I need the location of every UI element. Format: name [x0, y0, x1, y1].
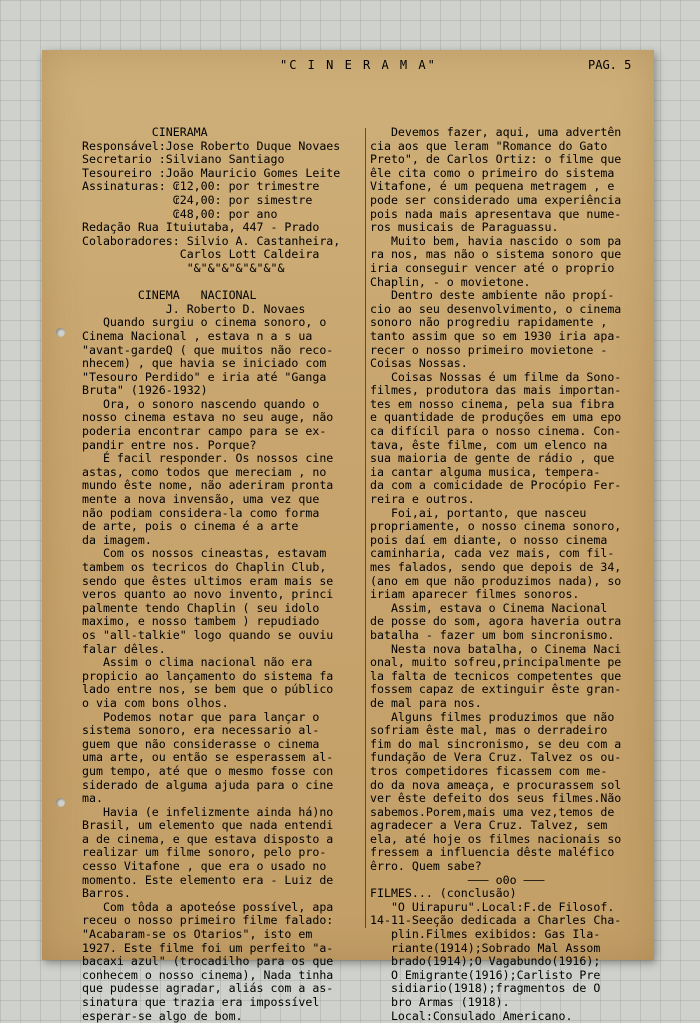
right-column-text-line: sofriam êste mal, mas o derradeiro: [370, 723, 608, 738]
left-column-text-line: sistema sonoro, era necessario al-: [82, 723, 320, 738]
right-column-text-line: plin.Filmes exibidos: Gas Ila-: [370, 927, 601, 942]
right-column-text-line: ra nos, mas não o sistema sonoro que: [370, 247, 622, 262]
left-column-text-line: Redação Rua Ituiutaba, 447 - Prado: [82, 220, 320, 235]
right-column-text-line: batalha - fazer um bom sincronismo.: [370, 627, 615, 642]
left-column-text-line: "&"&"&"&"&"&"&: [82, 260, 285, 275]
right-column-text-line: sabemos.Porem,mais uma vez,temos de: [370, 804, 615, 819]
right-column-text-line: iria conseguir vencer até o proprio: [370, 260, 615, 275]
left-column-text-line: ₢48,00: por ano: [82, 206, 278, 221]
left-column-text-line: Barros.: [82, 886, 131, 901]
right-column-text-line: sonoro não progrediu rapidamente ,: [370, 315, 608, 330]
right-column-text-line: da com a comicidade de Procópio Fer-: [370, 478, 622, 493]
left-column-text-line: CINEMA NACIONAL: [82, 288, 257, 303]
left-column-text-line: realizar um filme sonoro, pelo pro-: [82, 845, 327, 860]
right-column-text-line: (ano em que não produzimos nada), so: [370, 573, 622, 588]
left-column-text-line: poderia encontrar campo para se ex-: [82, 424, 327, 439]
newsletter-title: "C I N E R A M A": [280, 58, 437, 72]
left-column-text-line: de arte, pois o cinema é a arte: [82, 519, 299, 534]
left-column-text-line: ₢24,00: por simestre: [82, 192, 313, 207]
punch-hole: [56, 798, 65, 807]
right-column-text-line: Preto", de Carlos Ortiz: o filme que: [370, 152, 622, 167]
left-column-text-line: uma arte, ou então se esperassem al-: [82, 750, 334, 765]
left-column-text-line: receu o nosso primeiro filme falado:: [82, 913, 334, 928]
left-column-text-line: Colaboradores: Silvio A. Castanheira,: [82, 233, 341, 248]
right-column-text-line: tava, êste filme, com um elenco na: [370, 437, 608, 452]
left-column-text-line: CINERAMA: [82, 125, 208, 139]
right-column-text-line: fundação de Vera Cruz. Talvez os ou-: [370, 750, 622, 765]
right-column-text-line: Foi,ai, portanto, que nasceu: [370, 505, 587, 520]
right-column-text-line: riante(1914);Sobrado Mal Assom: [370, 940, 601, 955]
page-number: PAG. 5: [588, 58, 632, 72]
left-column-text-line: propicio ao lançamento do sistema fa: [82, 668, 334, 683]
right-column-text-line: êle cita como o primeiro do sistema: [370, 165, 615, 180]
right-column-text-line: Dentro deste ambiente não propí-: [370, 288, 615, 303]
right-column-text-line: agradecer a Vera Cruz. Talvez, sem: [370, 818, 608, 833]
left-column-text-line: conhecem o nosso cinema), Nada tinha: [82, 967, 334, 982]
left-column-text-line: lado entre nos, se bem que o público: [82, 682, 334, 697]
right-column-text-line: reira e outros.: [370, 492, 475, 507]
right-column-text-line: ——— o0o ———: [370, 872, 545, 887]
left-column-text-line: "avant-gardeQ ( que muitos não reco-: [82, 342, 334, 357]
left-column-text-line: nhecem) , que havia se iniciado com: [82, 356, 327, 371]
left-column-text-line: "Acabaram-se os Otarios", isto em: [82, 927, 313, 942]
left-column-text-line: o via com bons olhos.: [82, 695, 229, 710]
right-column-text-line: Coisas Nossas.: [370, 356, 468, 371]
left-column-text-line: Assim o clima nacional não era: [82, 655, 313, 670]
left-column-text-line: Havia (e infelizmente ainda há)no: [82, 804, 334, 819]
right-column-text-line: Coisas Nossas é um filme da Sono-: [370, 369, 622, 384]
right-column-text-line: recer o nosso primeiro movietone -: [370, 342, 608, 357]
right-column-text-line: Alguns filmes produzimos que não: [370, 709, 615, 724]
right-column-text-line: Devemos fazer, aqui, uma advertên: [370, 125, 622, 139]
left-column-text-line: veros quanto ao novo invento, princi: [82, 587, 334, 602]
right-column-text-line: fossem capaz de extinguir êste gran-: [370, 682, 622, 697]
left-column-text-line: palmente tendo Chaplin ( seu idolo: [82, 600, 320, 615]
right-column-text-line: ela, até hoje os filmes nacionais so: [370, 831, 622, 846]
right-column-text-line: la falta de tecnicos competentes que: [370, 668, 622, 683]
right-column-text-line: 14-11-Seeção dedicada a Charles Cha-: [370, 913, 622, 928]
right-column-text-line: filmes, produtora das mais importan-: [370, 383, 622, 398]
left-column-text-line: 1927. Este filme foi um perfeito "a-: [82, 940, 334, 955]
left-column-text-line: momento. Este elemento era - Luiz de: [82, 872, 334, 887]
right-column-text-line: ver êste defeito dos seus filmes.Não: [370, 791, 622, 806]
right-column-text-line: pois nada mais apresentava que nume-: [370, 206, 622, 221]
right-column-text-line: pode ser considerado uma experiência: [370, 192, 622, 207]
left-column-text-line: cesso Vitafone , que era o usado no: [82, 859, 327, 874]
left-column-text-line: Bruta" (1926-1932): [82, 383, 208, 398]
right-column-text-line: sidiario(1918);fragmentos de O: [370, 981, 601, 996]
left-column: [82, 126, 362, 1023]
left-column-text-line: pandir entre nos. Porque?: [82, 437, 257, 452]
right-column-text-line: fim do mal sincronismo, se deu com a: [370, 736, 622, 751]
right-column-text-line: ca difícil para o nosso cinema. Con-: [370, 424, 622, 439]
left-column-text-line: Cinema Nacional , estava n a s ua: [82, 328, 313, 343]
left-column-text-line: maximo, e nosso tambem ) repudiado: [82, 614, 320, 629]
right-column-text-line: Local:Consulado Americano.: [370, 1008, 573, 1023]
right-column-text-line: êrro. Quem sabe?: [370, 859, 482, 874]
right-column: [370, 126, 640, 1023]
left-column-text-line: mente a nova invensão, uma vez que: [82, 492, 320, 507]
left-column-text-line: Ora, o sonoro nascendo quando o: [82, 396, 320, 411]
left-column-text-line: Podemos notar que para lançar o: [82, 709, 320, 724]
left-column-text-line: Com os nossos cineastas, estavam: [82, 546, 327, 561]
right-column-text-line: mes falados, sendo que depois de 34,: [370, 560, 622, 574]
left-column-text-line: Com tôda a apoteóse possível, apa: [82, 899, 334, 914]
right-column-text-line: cia aos que leram "Romance do Gato: [370, 138, 608, 153]
left-column-text-line: "Tesouro Perdido" e iria até "Ganga: [82, 369, 327, 384]
left-column-text-line: Secretario :Silviano Santiago: [82, 152, 285, 167]
left-column-text-line: gum tempo, até que o mesmo fosse con: [82, 763, 334, 778]
right-column-text-line: ia cantar alguma musica, tempera-: [370, 464, 601, 479]
punch-hole: [56, 328, 65, 337]
left-column-text-line: nosso cinema estava no seu auge, não: [82, 410, 334, 425]
right-column-text-line: Nesta nova batalha, o Cinema Naci: [370, 641, 622, 656]
right-column-text-line: de mal para nos.: [370, 695, 482, 710]
right-column-text-line: iriam aparecer filmes sonoros.: [370, 587, 580, 602]
left-column-text-line: Responsável:Jose Roberto Duque Novaes: [82, 138, 341, 153]
left-column-text-line: mundo êste nome, não aderiram pronta: [82, 478, 334, 493]
right-column-text-line: propriamente, o nosso cinema sonoro,: [370, 519, 622, 534]
left-column-text-line: [82, 276, 362, 290]
left-column-text-line: a de cinema, e que estava disposto a: [82, 831, 334, 846]
column-divider: [365, 128, 366, 928]
right-column-text-line: fressem a influencia dêste maléfico: [370, 845, 615, 860]
right-column-text-line: caminharia, cada vez mais, com fil-: [370, 546, 615, 561]
right-column-text-line: e quantidade de produções em uma epo: [370, 410, 622, 425]
left-column-text-line: sinatura que trazia era impossível: [82, 995, 320, 1009]
right-column-text-line: Vitafone, é um pequena metragem , e: [370, 179, 615, 194]
right-column-text-line: tanto assim que so em 1930 iria apa-: [370, 328, 622, 343]
right-column-text-line: "O Uirapuru".Local:F.de Filosof.: [370, 899, 615, 914]
left-column-text-line: sendo que êstes ultimos eram mais se: [82, 573, 334, 588]
right-column-text-line: do da nova ameaça, e procurassem sol: [370, 777, 622, 792]
right-column-text-line: Assim, estava o Cinema Nacional: [370, 600, 608, 615]
right-column-text-line: O Emigrante(1916);Carlisto Pre: [370, 967, 601, 982]
left-column-text-line: É facil responder. Os nossos cine: [82, 451, 334, 466]
left-column-text-line: Brasil, um elemento que nada entendi: [82, 818, 334, 833]
left-column-text-line: da imagem.: [82, 532, 152, 547]
left-column-text-line: Carlos Lott Caldeira: [82, 247, 320, 262]
right-column-text-line: Muito bem, havia nascido o som pa: [370, 233, 622, 248]
left-column-text-line: não podiam considera-la como forma: [82, 505, 320, 520]
left-column-text-line: falar dêles.: [82, 641, 166, 656]
right-column-text-line: sua maioria de gente de rádio , que: [370, 451, 615, 466]
left-column-text-line: Tesoureiro :João Mauricio Gomes Leite: [82, 165, 341, 180]
left-column-text-line: esperar-se algo de bom.: [82, 1008, 243, 1023]
right-column-text-line: onal, muito sofreu,principalmente pe: [370, 655, 622, 670]
left-column-text-line: guem que não considerasse o cinema: [82, 736, 320, 751]
left-column-text-line: ma.: [82, 791, 103, 806]
left-column-text-line: J. Roberto D. Novaes: [82, 301, 306, 316]
left-column-text-line: Quando surgiu o cinema sonoro, o: [82, 315, 327, 330]
left-column-text-line: que pudesse agradar, aliás com a as-: [82, 981, 334, 996]
right-column-text-line: tros competidores ficassem com me-: [370, 763, 608, 778]
left-column-text-line: astas, como todos que mereciam , no: [82, 464, 327, 479]
left-column-text-line: tambem os tecricos do Chaplin Club,: [82, 560, 327, 574]
left-column-text-line: bacaxi azul" (trocadilho para os que: [82, 954, 334, 969]
left-column-text-line: Assinaturas: ₢12,00: por trimestre: [82, 179, 320, 194]
right-column-text-line: pois daí em diante, o nosso cinema: [370, 532, 608, 547]
right-column-text-line: Chaplin, - o movietone.: [370, 274, 531, 289]
right-column-text-line: FILMES... (conclusão): [370, 886, 517, 901]
right-column-text-line: de posse do som, agora haveria outra: [370, 614, 622, 629]
left-column-text-line: os "all-talkie" logo quando se ouviu: [82, 627, 334, 642]
right-column-text-line: bro Armas (1918).: [370, 995, 510, 1009]
right-column-text-line: tes em nosso cinema, pela sua fibra: [370, 396, 615, 411]
right-column-text-line: cio ao seu desenvolvimento, o cinema: [370, 301, 622, 316]
right-column-text-line: ros musicais de Paraguassu.: [370, 220, 559, 235]
right-column-text-line: brado(1914);O Vagabundo(1916);: [370, 954, 601, 969]
left-column-text-line: siderado de alguma ajuda para o cine: [82, 777, 334, 792]
